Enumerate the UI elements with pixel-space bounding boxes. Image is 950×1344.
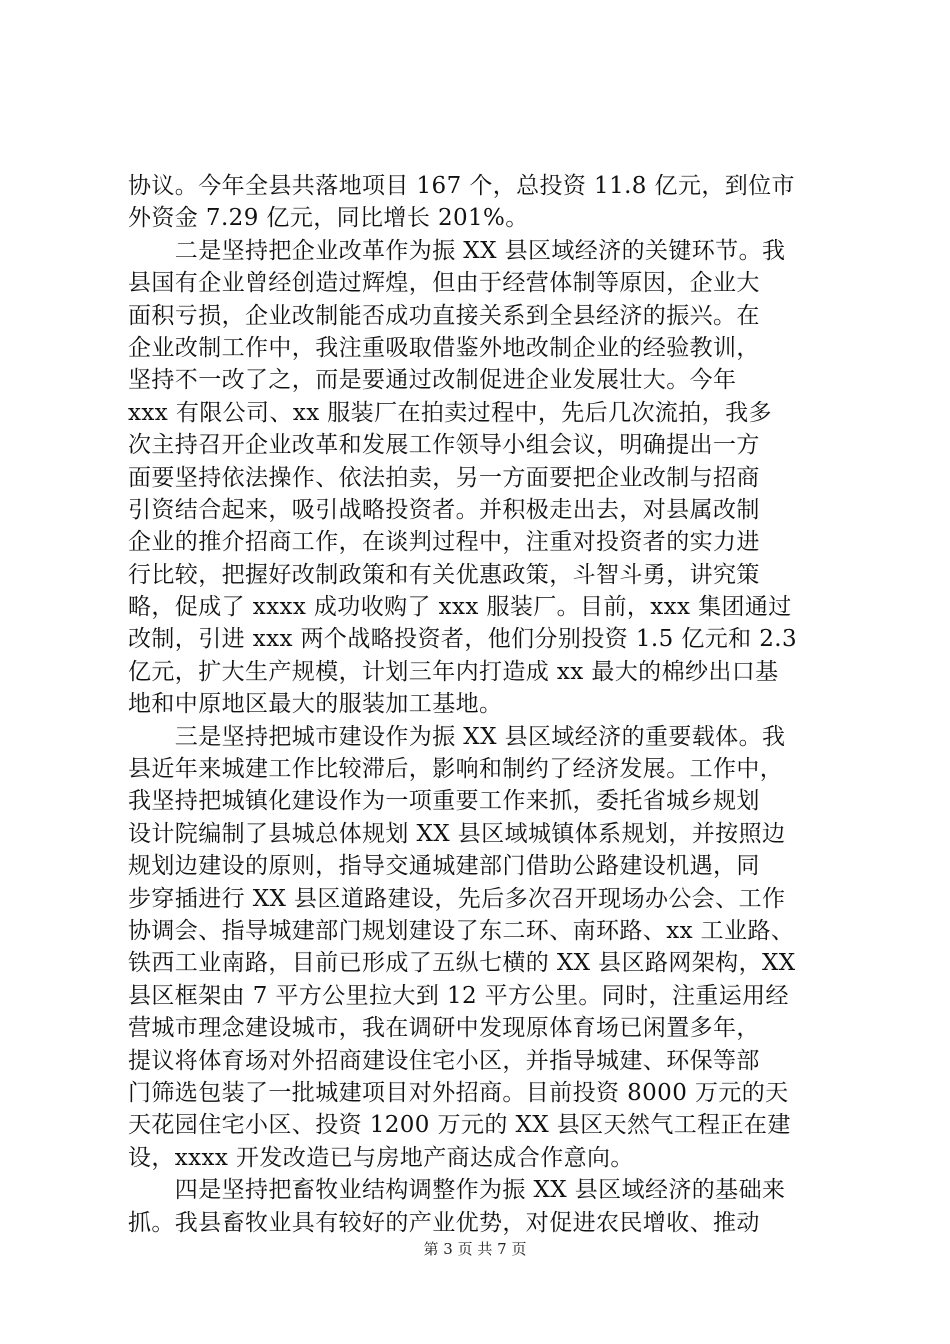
text-line: 地和中原地区最大的服装加工基地。 bbox=[128, 691, 503, 718]
text-line: 面要坚持依法操作、依法拍卖，另一方面要把企业改制与招商 bbox=[128, 464, 760, 491]
text-line: 门筛选包装了一批城建项目对外招商。目前投资 8000 万元的天 bbox=[128, 1079, 789, 1106]
text-line: 县近年来城建工作比较滞后，影响和制约了经济发展。工作中， bbox=[128, 756, 784, 783]
page-number-label: 第 3 页 共 7 页 bbox=[423, 1240, 527, 1258]
text-line: 步穿插进行 XX 县区道路建设，先后多次召开现场办公会、工作 bbox=[128, 885, 786, 912]
text-line: 设计院编制了县城总体规划 XX 县区域城镇体系规划，并按照边 bbox=[128, 820, 786, 847]
text-line: xxx 有限公司、xx 服装厂在拍卖过程中，先后几次流拍，我多 bbox=[128, 399, 772, 426]
text-line: 县国有企业曾经创造过辉煌，但由于经营体制等原因，企业大 bbox=[128, 270, 760, 297]
text-line: 协调会、指导城建部门规划建设了东二环、南环路、xx 工业路、 bbox=[128, 917, 795, 944]
text-line: 四是坚持把畜牧业结构调整作为振 XX 县区域经济的基础来 bbox=[128, 1177, 786, 1204]
text-line: 改制，引进 xxx 两个战略投资者，他们分别投资 1.5 亿元和 2.3 bbox=[128, 626, 798, 653]
text-line: 二是坚持把企业改革作为振 XX 县区域经济的关键环节。我 bbox=[128, 237, 786, 264]
text-line: 企业改制工作中，我注重吸取借鉴外地改制企业的经验教训， bbox=[128, 334, 760, 361]
text-line: 铁西工业南路，目前已形成了五纵七横的 XX 县区路网架构，XX bbox=[128, 950, 796, 977]
text-line: 面积亏损，企业改制能否成功直接关系到全县经济的振兴。在 bbox=[128, 302, 760, 329]
text-line: 略，促成了 xxxx 成功收购了 xxx 服装厂。目前，xxx 集团通过 bbox=[128, 594, 792, 621]
page-footer bbox=[0, 1239, 950, 1259]
text-line: 协议。今年全县共落地项目 167 个，总投资 11.8 亿元，到位市 bbox=[128, 173, 795, 199]
text-line: 行比较，把握好改制政策和有关优惠政策，斗智斗勇，讲究策 bbox=[128, 561, 760, 588]
text-line: 企业的推介招商工作，在谈判过程中，注重对投资者的实力进 bbox=[128, 529, 760, 556]
text-line: 外资金 7.29 亿元，同比增长 201%。 bbox=[128, 205, 529, 232]
text-line: 设，xxxx 开发改造已与房地产商达成合作意向。 bbox=[128, 1144, 634, 1171]
text-line: 三是坚持把城市建设作为振 XX 县区域经济的重要载体。我 bbox=[128, 723, 786, 750]
text-line: 提议将体育场对外招商建设住宅小区，并指导城建、环保等部 bbox=[128, 1047, 760, 1074]
text-line: 营城市理念建设城市，我在调研中发现原体育场已闲置多年， bbox=[128, 1015, 760, 1042]
body-text bbox=[128, 170, 828, 1239]
text-line: 规划边建设的原则，指导交通城建部门借助公路建设机遇，同 bbox=[128, 853, 760, 880]
text-line: 我坚持把城镇化建设作为一项重要工作来抓，委托省城乡规划 bbox=[128, 788, 760, 815]
text-line: 次主持召开企业改革和发展工作领导小组会议，明确提出一方 bbox=[128, 432, 760, 459]
text-line: 引资结合起来，吸引战略投资者。并积极走出去，对县属改制 bbox=[128, 496, 760, 523]
text-line: 坚持不一改了之，而是要通过改制促进企业发展壮大。今年 bbox=[128, 367, 737, 394]
text-line: 亿元，扩大生产规模，计划三年内打造成 xx 最大的棉纱出口基 bbox=[128, 658, 779, 685]
text-line: 天花园住宅小区、投资 1200 万元的 XX 县区天然气工程正在建 bbox=[128, 1112, 791, 1139]
text-line: 抓。我县畜牧业具有较好的产业优势，对促进农民增收、推动 bbox=[128, 1209, 760, 1236]
text-line: 县区框架由 7 平方公里拉大到 12 平方公里。同时，注重运用经 bbox=[128, 982, 789, 1009]
